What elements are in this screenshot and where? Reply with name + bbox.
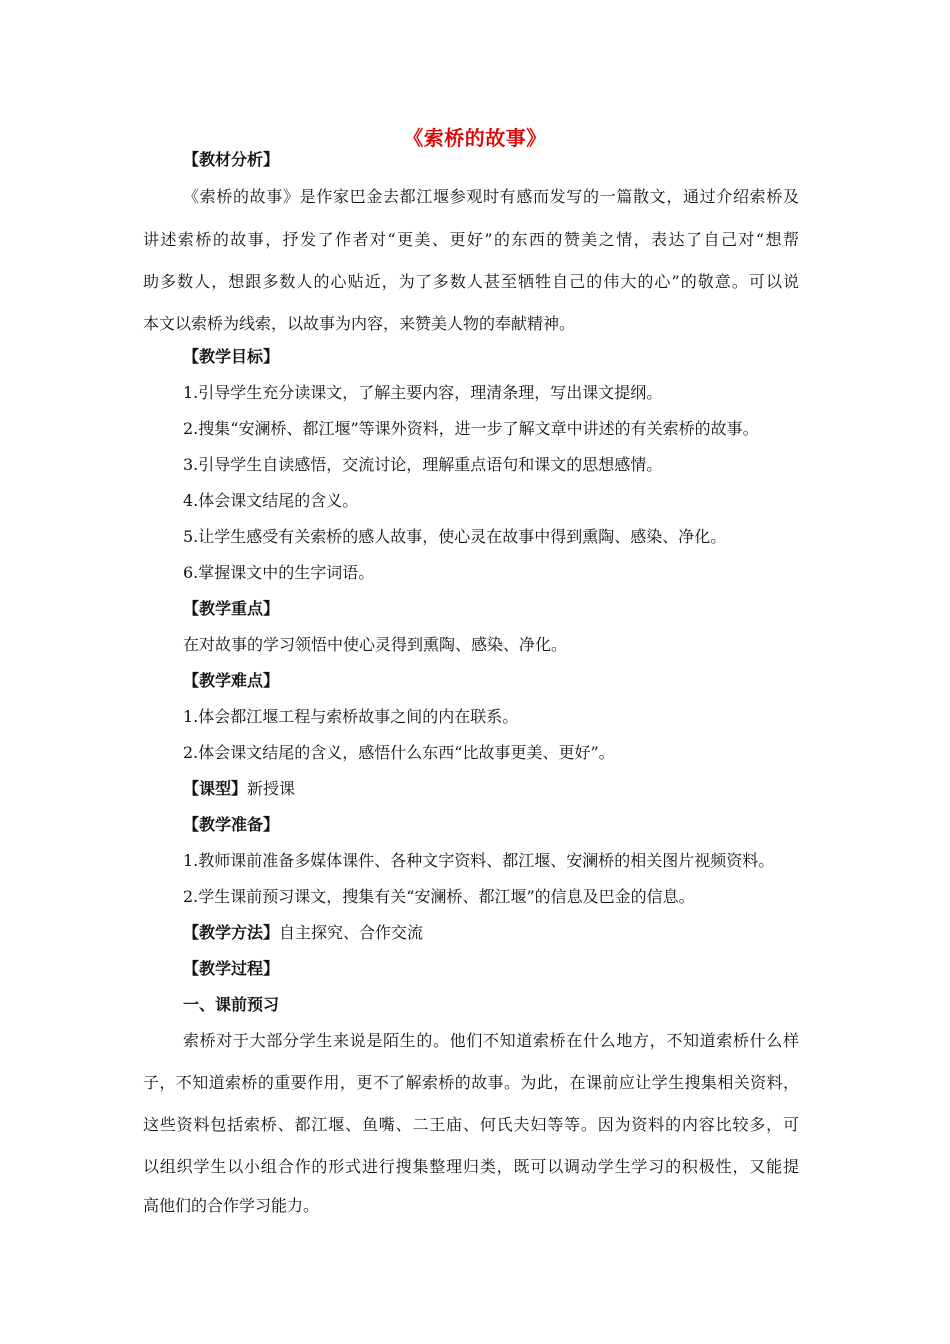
goal-item: 1.引导学生充分读课文，了解主要内容，理清条理，写出课文提纲。	[183, 383, 663, 402]
difficulty-heading: 【教学难点】	[183, 671, 280, 690]
step-one-heading: 一、课前预习	[183, 995, 280, 1014]
analysis-line: 讲述索桥的故事，抒发了作者对“更美、更好”的东西的赞美之情，表达了自己对“想帮	[143, 230, 799, 249]
key-point-text: 在对故事的学习领悟中使心灵得到熏陶、感染、净化。	[183, 635, 568, 654]
analysis-line: 本文以索桥为线索，以故事为内容，来赞美人物的奉献精神。	[143, 314, 576, 333]
goals-heading: 【教学目标】	[183, 347, 280, 366]
step-one-line: 这些资料包括索桥、都江堰、鱼嘴、二王庙、何氏夫妇等等。因为资料的内容比较多，可	[143, 1115, 799, 1134]
document-title: 《索桥的故事》	[403, 126, 547, 150]
method-row	[183, 922, 423, 944]
preparation-item: 1.教师课前准备多媒体课件、各种文字资料、都江堰、安澜桥的相关图片视频资料。	[183, 851, 775, 870]
lesson-type-heading: 【课型】	[183, 779, 248, 798]
step-one-line: 高他们的合作学习能力。	[143, 1196, 320, 1215]
goal-item: 2.搜集“安澜桥、都江堰”等课外资料，进一步了解文章中讲述的有关索桥的故事。	[183, 419, 759, 438]
lesson-type-value: 新授课	[247, 779, 296, 798]
goal-item: 6.掌握课文中的生字词语。	[183, 563, 375, 582]
step-one-line: 子，不知道索桥的重要作用，更不了解索桥的故事。为此，在课前应让学生搜集相关资料，	[143, 1073, 799, 1092]
difficulty-item: 2.体会课文结尾的含义，感悟什么东西“比故事更美、更好”。	[183, 743, 615, 762]
step-one-line: 以组织学生以小组合作的形式进行搜集整理归类，既可以调动学生学习的积极性，又能提	[143, 1157, 799, 1176]
analysis-line: 《索桥的故事》是作家巴金去都江堰参观时有感而发写的一篇散文，通过介绍索桥及	[183, 187, 799, 206]
preparation-item: 2.学生课前预习课文，搜集有关“安澜桥、都江堰”的信息及巴金的信息。	[183, 887, 695, 906]
goal-item: 3.引导学生自读感悟，交流讨论，理解重点语句和课文的思想感情。	[183, 455, 663, 474]
analysis-line: 助多数人，想跟多数人的心贴近，为了多数人甚至牺牲自己的伟大的心”的敬意。可以说	[143, 272, 799, 291]
step-one-line: 索桥对于大部分学生来说是陌生的。他们不知道索桥在什么地方，不知道索桥什么样	[183, 1031, 799, 1050]
method-value: 自主探究、合作交流	[279, 923, 424, 942]
process-heading: 【教学过程】	[183, 959, 280, 978]
lesson-type-row	[183, 778, 295, 800]
difficulty-item: 1.体会都江堰工程与索桥故事之间的内在联系。	[183, 707, 519, 726]
method-heading: 【教学方法】	[183, 923, 280, 942]
preparation-heading: 【教学准备】	[183, 815, 280, 834]
goal-item: 4.体会课文结尾的含义。	[183, 491, 359, 510]
goal-item: 5.让学生感受有关索桥的感人故事，使心灵在故事中得到熏陶、感染、净化。	[183, 527, 727, 546]
key-point-heading: 【教学重点】	[183, 599, 280, 618]
analysis-heading: 【教材分析】	[183, 150, 280, 169]
